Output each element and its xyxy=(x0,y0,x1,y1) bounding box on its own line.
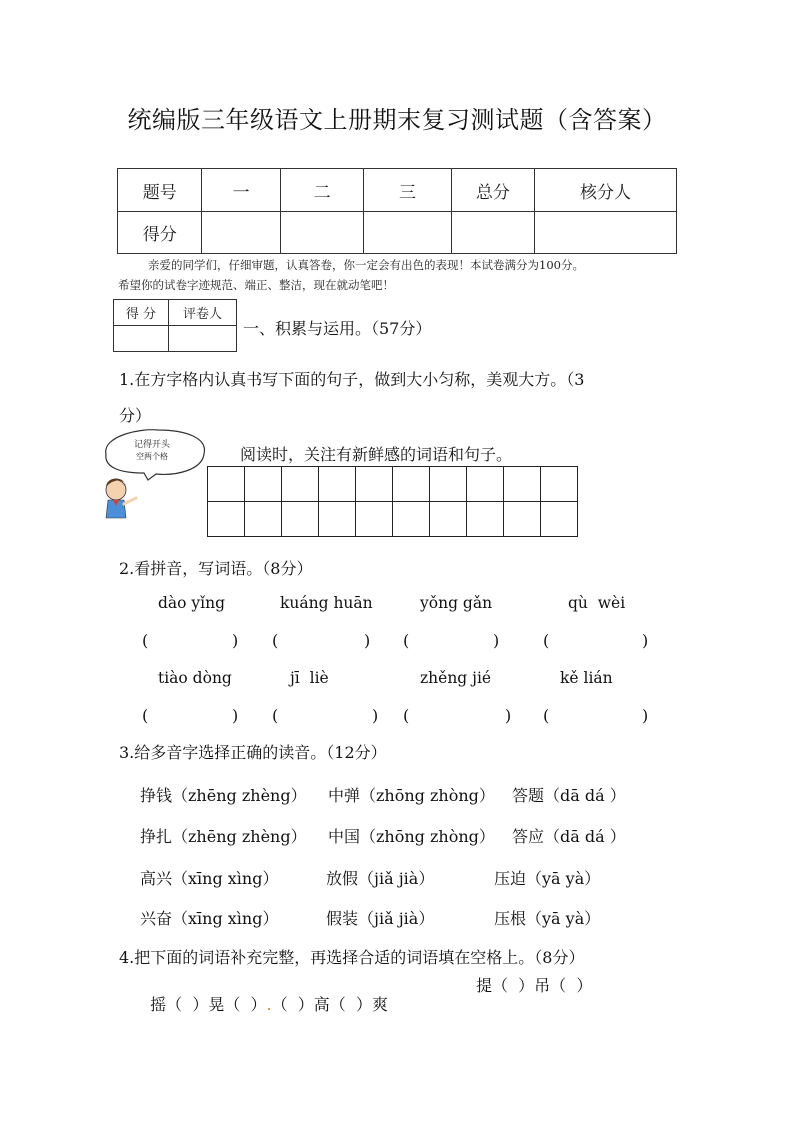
polyphone-option: 挣钱（zhēng zhèng） xyxy=(140,786,307,805)
score-table xyxy=(117,168,677,254)
pinyin-item: dào yǐng xyxy=(158,594,226,612)
score-input-cell[interactable] xyxy=(451,212,534,254)
orange-dot: . xyxy=(266,995,272,1014)
polyphone-option: 兴奋（xīng xìng） xyxy=(140,909,279,928)
score-input-cell[interactable] xyxy=(202,212,280,254)
grid-cell[interactable] xyxy=(467,467,504,502)
bubble-text xyxy=(116,440,188,462)
polyphone-option: 高兴（xīng xìng） xyxy=(140,869,279,888)
answer-paren-open: ( xyxy=(543,631,550,650)
grid-cell[interactable] xyxy=(319,502,356,537)
grid-cell[interactable] xyxy=(541,467,578,502)
question-1-line-2: 分） xyxy=(119,406,152,425)
grid-cell[interactable] xyxy=(356,467,393,502)
score-header-cell: 题号 xyxy=(118,169,202,212)
answer-paren-open: ( xyxy=(403,706,410,725)
bubble-line-1: 记得开头 xyxy=(133,440,170,450)
grader-name-cell[interactable] xyxy=(169,326,237,352)
polyphone-option: 中国（zhōng zhòng） xyxy=(328,827,495,846)
answer-paren-close: ) xyxy=(372,706,379,725)
score-header-cell: 三 xyxy=(364,169,451,212)
answer-paren-open: ( xyxy=(543,706,550,725)
polyphone-option: 挣扎（zhēng zhèng） xyxy=(140,827,307,846)
answer-paren-close: ) xyxy=(364,631,371,650)
answer-paren-close: ) xyxy=(232,631,239,650)
grid-cell[interactable] xyxy=(245,467,282,502)
grid-cell[interactable] xyxy=(393,502,430,537)
grid-cell[interactable] xyxy=(430,502,467,537)
grid-cell[interactable] xyxy=(319,467,356,502)
grid-cell[interactable] xyxy=(393,467,430,502)
pinyin-item: jī liè xyxy=(290,669,329,687)
question-2-heading: 2.看拼音，写词语。（8分） xyxy=(119,559,313,578)
intro-line-1: 亲爱的同学们，仔细审题，认真答卷，你一定会有出色的表现！本试卷满分为100分。 xyxy=(148,258,584,272)
pinyin-item: zhěng jié xyxy=(420,669,492,687)
polyphone-option: 放假（jiǎ jià） xyxy=(326,869,435,888)
grader-score-label: 得 分 xyxy=(114,300,169,326)
pinyin-item: kě lián xyxy=(560,669,613,687)
question-3-heading: 3.给多音字选择正确的读音。（12分） xyxy=(119,743,387,762)
grid-cell[interactable] xyxy=(504,502,541,537)
score-header-cell: 二 xyxy=(280,169,363,212)
grid-cell[interactable] xyxy=(245,502,282,537)
page-title: 统编版三年级语文上册期末复习测试题（含答案） xyxy=(127,106,667,134)
grid-cell[interactable] xyxy=(208,502,245,537)
polyphone-option: 压迫（yā yà） xyxy=(494,869,601,888)
answer-paren-open: ( xyxy=(272,706,279,725)
score-header-cell: 总分 xyxy=(451,169,534,212)
writing-grid xyxy=(207,466,578,537)
question-4-heading: 4.把下面的词语补充完整，再选择合适的词语填在空格上。（8分） xyxy=(119,948,585,967)
answer-paren-close: ) xyxy=(642,706,649,725)
grid-cell[interactable] xyxy=(504,467,541,502)
score-input-cell[interactable] xyxy=(280,212,363,254)
fill-word-item xyxy=(140,973,388,1015)
grader-table xyxy=(113,299,237,352)
fill-word-part: （ ）高（ ）爽 xyxy=(271,995,388,1014)
answer-paren-open: ( xyxy=(403,631,410,650)
grader-name-label: 评卷人 xyxy=(169,300,237,326)
polyphone-option: 假装（jiǎ jià） xyxy=(326,909,435,928)
pinyin-item: qù wèi xyxy=(568,594,626,612)
answer-paren-close: ) xyxy=(232,706,239,725)
answer-paren-open: ( xyxy=(272,631,279,650)
score-input-cell[interactable] xyxy=(535,212,677,254)
fill-word-part: 摇（ ）晃（ ） xyxy=(150,995,267,1014)
answer-paren-open: ( xyxy=(142,706,149,725)
polyphone-option: 中弹（zhōng zhòng） xyxy=(328,786,495,805)
question-1-line-1: 1.在方字格内认真书写下面的句子，做到大小匀称，美观大方。（3 xyxy=(119,370,585,389)
polyphone-option: 压根（yā yà） xyxy=(494,909,601,928)
pinyin-item: tiào dòng xyxy=(158,669,232,687)
grader-score-cell[interactable] xyxy=(114,326,169,352)
grid-cell[interactable] xyxy=(282,467,319,502)
score-header-cell: 核分人 xyxy=(535,169,677,212)
grid-cell[interactable] xyxy=(282,502,319,537)
fill-word-item: 提（ ）吊（ ） xyxy=(476,976,593,995)
bubble-line-2: 空两个格 xyxy=(136,452,168,461)
score-header-cell: 一 xyxy=(202,169,280,212)
section-heading: 一、积累与运用。（57分） xyxy=(243,319,432,338)
pinyin-item: kuáng huān xyxy=(280,594,373,612)
pinyin-item: yǒng gǎn xyxy=(420,594,493,612)
grid-cell[interactable] xyxy=(430,467,467,502)
answer-paren-close: ) xyxy=(505,706,512,725)
answer-paren-close: ) xyxy=(493,631,500,650)
answer-paren-open: ( xyxy=(142,631,149,650)
grid-cell[interactable] xyxy=(208,467,245,502)
grid-cell[interactable] xyxy=(356,502,393,537)
polyphone-option: 答题（dā dá ） xyxy=(512,786,626,805)
grid-cell[interactable] xyxy=(541,502,578,537)
polyphone-option: 答应（dā dá ） xyxy=(512,827,626,846)
copy-sentence: 阅读时，关注有新鲜感的词语和句子。 xyxy=(240,445,513,464)
answer-paren-close: ) xyxy=(642,631,649,650)
score-input-cell[interactable] xyxy=(364,212,451,254)
score-row-label: 得分 xyxy=(118,212,202,254)
intro-line-2: 希望你的试卷字迹规范、端正、整洁，现在就动笔吧！ xyxy=(118,278,394,292)
grid-cell[interactable] xyxy=(467,502,504,537)
